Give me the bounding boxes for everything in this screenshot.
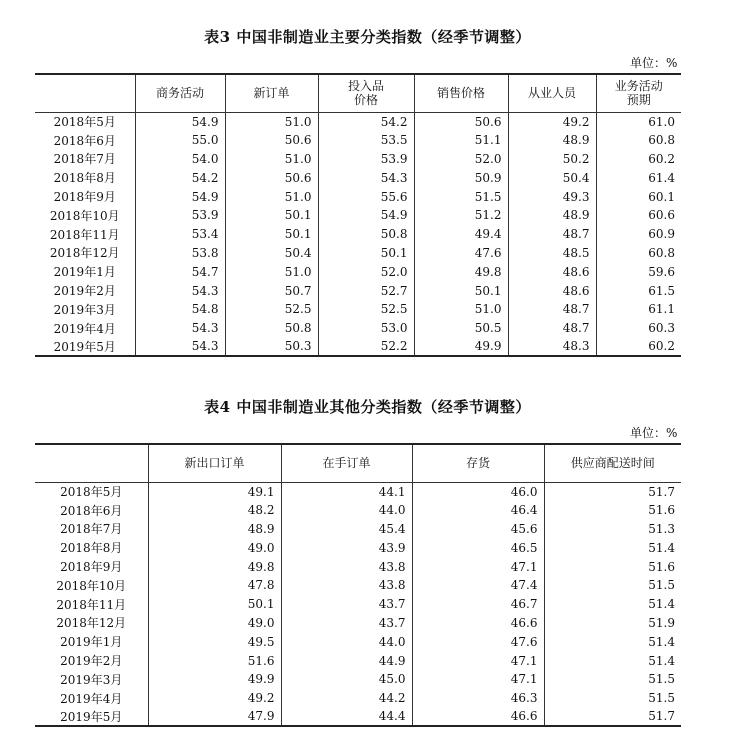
value-cell: 51.0 bbox=[225, 112, 318, 131]
value-cell: 45.0 bbox=[281, 670, 412, 689]
value-cell: 50.9 bbox=[414, 168, 508, 187]
value-cell: 46.0 bbox=[412, 482, 544, 501]
value-cell: 61.4 bbox=[596, 168, 681, 187]
table-row bbox=[35, 614, 681, 633]
table4 bbox=[35, 443, 681, 727]
value-cell: 53.9 bbox=[135, 206, 225, 225]
value-cell: 52.5 bbox=[225, 300, 318, 319]
value-cell: 54.9 bbox=[135, 112, 225, 131]
value-cell: 51.7 bbox=[544, 708, 681, 727]
value-cell: 54.9 bbox=[318, 206, 414, 225]
table-row bbox=[35, 538, 681, 557]
table3-header-cell: 销售价格 bbox=[414, 74, 508, 112]
value-cell: 50.1 bbox=[414, 281, 508, 300]
value-cell: 44.2 bbox=[281, 689, 412, 708]
value-cell: 49.8 bbox=[414, 262, 508, 281]
table-row bbox=[35, 482, 681, 501]
value-cell: 51.0 bbox=[225, 187, 318, 206]
value-cell: 54.3 bbox=[135, 319, 225, 338]
value-cell: 47.1 bbox=[412, 670, 544, 689]
value-cell: 47.1 bbox=[412, 651, 544, 670]
value-cell: 46.3 bbox=[412, 689, 544, 708]
value-cell: 47.6 bbox=[412, 632, 544, 651]
value-cell: 44.0 bbox=[281, 632, 412, 651]
value-cell: 48.6 bbox=[508, 281, 596, 300]
table3-title: 表3 中国非制造业主要分类指数（经季节调整） bbox=[204, 28, 531, 46]
table-row bbox=[35, 651, 681, 670]
table3-header-cell: 从业人员 bbox=[508, 74, 596, 112]
value-cell: 48.9 bbox=[508, 206, 596, 225]
value-cell: 47.4 bbox=[412, 576, 544, 595]
value-cell: 54.9 bbox=[135, 187, 225, 206]
value-cell: 51.5 bbox=[544, 670, 681, 689]
value-cell: 51.7 bbox=[544, 482, 681, 501]
value-cell: 54.7 bbox=[135, 262, 225, 281]
value-cell: 60.3 bbox=[596, 319, 681, 338]
value-cell: 49.8 bbox=[148, 557, 281, 576]
table3-header-cell: 投入品 价格 bbox=[318, 74, 414, 112]
value-cell: 49.0 bbox=[148, 614, 281, 633]
value-cell: 51.6 bbox=[148, 651, 281, 670]
value-cell: 51.2 bbox=[414, 206, 508, 225]
table4-title: 表4 中国非制造业其他分类指数（经季节调整） bbox=[204, 398, 531, 416]
value-cell: 48.9 bbox=[148, 520, 281, 539]
value-cell: 52.7 bbox=[318, 281, 414, 300]
table-row bbox=[35, 595, 681, 614]
value-cell: 43.7 bbox=[281, 614, 412, 633]
value-cell: 51.5 bbox=[544, 576, 681, 595]
value-cell: 47.1 bbox=[412, 557, 544, 576]
table3-header-row bbox=[35, 74, 681, 112]
value-cell: 53.8 bbox=[135, 244, 225, 263]
month-cell: 2018年12月 bbox=[56, 616, 127, 631]
table-row bbox=[35, 689, 681, 708]
value-cell: 44.9 bbox=[281, 651, 412, 670]
value-cell: 49.5 bbox=[148, 632, 281, 651]
month-cell: 2018年7月 bbox=[60, 522, 123, 537]
value-cell: 49.9 bbox=[148, 670, 281, 689]
value-cell: 44.1 bbox=[281, 482, 412, 501]
value-cell: 43.8 bbox=[281, 557, 412, 576]
value-cell: 51.3 bbox=[544, 520, 681, 539]
value-cell: 45.6 bbox=[412, 520, 544, 539]
value-cell: 52.2 bbox=[318, 338, 414, 357]
month-cell: 2018年11月 bbox=[56, 597, 127, 612]
value-cell: 51.6 bbox=[544, 501, 681, 520]
value-cell: 51.4 bbox=[544, 651, 681, 670]
value-cell: 50.8 bbox=[318, 225, 414, 244]
table-row bbox=[35, 131, 681, 150]
table4-header-cell bbox=[35, 444, 148, 482]
month-cell: 2018年8月 bbox=[53, 171, 116, 186]
value-cell: 46.5 bbox=[412, 538, 544, 557]
month-cell: 2018年8月 bbox=[60, 541, 123, 556]
table4-header-cell: 供应商配送时间 bbox=[544, 444, 681, 482]
value-cell: 51.5 bbox=[414, 187, 508, 206]
value-cell: 50.8 bbox=[225, 319, 318, 338]
value-cell: 50.6 bbox=[225, 131, 318, 150]
month-cell: 2019年2月 bbox=[60, 654, 123, 669]
value-cell: 51.4 bbox=[544, 632, 681, 651]
value-cell: 52.0 bbox=[318, 262, 414, 281]
value-cell: 54.3 bbox=[135, 338, 225, 357]
value-cell: 60.8 bbox=[596, 244, 681, 263]
value-cell: 55.0 bbox=[135, 131, 225, 150]
table-row bbox=[35, 708, 681, 727]
table4-header-cell: 在手订单 bbox=[281, 444, 412, 482]
month-cell: 2019年4月 bbox=[53, 321, 116, 336]
month-cell: 2019年3月 bbox=[60, 672, 123, 687]
month-cell: 2019年1月 bbox=[53, 265, 116, 280]
value-cell: 53.4 bbox=[135, 225, 225, 244]
value-cell: 43.9 bbox=[281, 538, 412, 557]
value-cell: 52.5 bbox=[318, 300, 414, 319]
value-cell: 50.3 bbox=[225, 338, 318, 357]
value-cell: 43.8 bbox=[281, 576, 412, 595]
value-cell: 60.8 bbox=[596, 131, 681, 150]
value-cell: 60.6 bbox=[596, 206, 681, 225]
value-cell: 46.7 bbox=[412, 595, 544, 614]
month-cell: 2018年6月 bbox=[60, 503, 123, 518]
value-cell: 59.6 bbox=[596, 262, 681, 281]
value-cell: 51.5 bbox=[544, 689, 681, 708]
value-cell: 49.2 bbox=[148, 689, 281, 708]
month-cell: 2018年5月 bbox=[60, 485, 123, 500]
table3-header-cell: 业务活动 预期 bbox=[596, 74, 681, 112]
value-cell: 50.4 bbox=[508, 168, 596, 187]
value-cell: 60.9 bbox=[596, 225, 681, 244]
value-cell: 54.2 bbox=[135, 168, 225, 187]
value-cell: 53.9 bbox=[318, 150, 414, 169]
table-row bbox=[35, 338, 681, 357]
value-cell: 48.2 bbox=[148, 501, 281, 520]
month-cell: 2019年4月 bbox=[60, 691, 123, 706]
table-row bbox=[35, 501, 681, 520]
value-cell: 48.3 bbox=[508, 338, 596, 357]
value-cell: 48.7 bbox=[508, 300, 596, 319]
value-cell: 61.1 bbox=[596, 300, 681, 319]
value-cell: 50.5 bbox=[414, 319, 508, 338]
table-row bbox=[35, 576, 681, 595]
value-cell: 50.6 bbox=[414, 112, 508, 131]
value-cell: 47.8 bbox=[148, 576, 281, 595]
month-cell: 2018年9月 bbox=[53, 190, 116, 205]
value-cell: 51.9 bbox=[544, 614, 681, 633]
value-cell: 51.0 bbox=[225, 150, 318, 169]
value-cell: 46.6 bbox=[412, 614, 544, 633]
table-row bbox=[35, 150, 681, 169]
value-cell: 54.3 bbox=[318, 168, 414, 187]
table-row bbox=[35, 112, 681, 131]
value-cell: 49.1 bbox=[148, 482, 281, 501]
value-cell: 61.0 bbox=[596, 112, 681, 131]
month-cell: 2019年5月 bbox=[60, 709, 123, 724]
value-cell: 50.2 bbox=[508, 150, 596, 169]
value-cell: 60.2 bbox=[596, 338, 681, 357]
value-cell: 51.4 bbox=[544, 595, 681, 614]
value-cell: 45.4 bbox=[281, 520, 412, 539]
value-cell: 47.6 bbox=[414, 244, 508, 263]
table-row bbox=[35, 557, 681, 576]
table4-unit: 单位：% bbox=[630, 426, 678, 440]
value-cell: 61.5 bbox=[596, 281, 681, 300]
table-row bbox=[35, 187, 681, 206]
value-cell: 50.1 bbox=[318, 244, 414, 263]
value-cell: 54.2 bbox=[318, 112, 414, 131]
value-cell: 50.6 bbox=[225, 168, 318, 187]
table3-body bbox=[35, 112, 681, 356]
value-cell: 49.4 bbox=[414, 225, 508, 244]
value-cell: 50.1 bbox=[225, 206, 318, 225]
value-cell: 49.0 bbox=[148, 538, 281, 557]
month-cell: 2018年9月 bbox=[60, 560, 123, 575]
value-cell: 52.0 bbox=[414, 150, 508, 169]
month-cell: 2018年11月 bbox=[49, 227, 120, 242]
month-cell: 2018年12月 bbox=[49, 246, 120, 261]
table4-body bbox=[35, 482, 681, 726]
table4-header-cell: 存货 bbox=[412, 444, 544, 482]
value-cell: 44.4 bbox=[281, 708, 412, 727]
value-cell: 49.9 bbox=[414, 338, 508, 357]
table3-unit: 单位：% bbox=[630, 56, 678, 70]
value-cell: 48.6 bbox=[508, 262, 596, 281]
table-row bbox=[35, 281, 681, 300]
month-cell: 2019年5月 bbox=[53, 339, 116, 354]
value-cell: 60.1 bbox=[596, 187, 681, 206]
value-cell: 54.8 bbox=[135, 300, 225, 319]
table3-header-cell: 新订单 bbox=[225, 74, 318, 112]
table3-header-cell: 商务活动 bbox=[135, 74, 225, 112]
table3-header-cell bbox=[35, 74, 135, 112]
table3 bbox=[35, 73, 681, 357]
table-row bbox=[35, 262, 681, 281]
value-cell: 51.0 bbox=[414, 300, 508, 319]
value-cell: 51.0 bbox=[225, 262, 318, 281]
table-row bbox=[35, 225, 681, 244]
month-cell: 2018年7月 bbox=[53, 152, 116, 167]
month-cell: 2018年10月 bbox=[56, 578, 127, 593]
month-cell: 2019年3月 bbox=[53, 302, 116, 317]
month-cell: 2018年6月 bbox=[53, 133, 116, 148]
table-row bbox=[35, 670, 681, 689]
value-cell: 51.4 bbox=[544, 538, 681, 557]
table4-header-cell: 新出口订单 bbox=[148, 444, 281, 482]
table-row bbox=[35, 520, 681, 539]
month-cell: 2019年1月 bbox=[60, 635, 123, 650]
month-cell: 2019年2月 bbox=[53, 284, 116, 299]
value-cell: 54.3 bbox=[135, 281, 225, 300]
value-cell: 48.7 bbox=[508, 225, 596, 244]
table-row bbox=[35, 206, 681, 225]
month-cell: 2018年5月 bbox=[53, 115, 116, 130]
value-cell: 50.1 bbox=[225, 225, 318, 244]
value-cell: 43.7 bbox=[281, 595, 412, 614]
value-cell: 48.9 bbox=[508, 131, 596, 150]
value-cell: 53.5 bbox=[318, 131, 414, 150]
value-cell: 51.6 bbox=[544, 557, 681, 576]
value-cell: 49.3 bbox=[508, 187, 596, 206]
value-cell: 51.1 bbox=[414, 131, 508, 150]
month-cell: 2018年10月 bbox=[49, 208, 120, 223]
table4-header-row bbox=[35, 444, 681, 482]
value-cell: 54.0 bbox=[135, 150, 225, 169]
value-cell: 48.5 bbox=[508, 244, 596, 263]
value-cell: 50.7 bbox=[225, 281, 318, 300]
value-cell: 50.4 bbox=[225, 244, 318, 263]
table-row bbox=[35, 632, 681, 651]
value-cell: 46.4 bbox=[412, 501, 544, 520]
table-row bbox=[35, 319, 681, 338]
table-row bbox=[35, 168, 681, 187]
value-cell: 55.6 bbox=[318, 187, 414, 206]
value-cell: 60.2 bbox=[596, 150, 681, 169]
value-cell: 48.7 bbox=[508, 319, 596, 338]
value-cell: 44.0 bbox=[281, 501, 412, 520]
table-row bbox=[35, 244, 681, 263]
value-cell: 49.2 bbox=[508, 112, 596, 131]
value-cell: 50.1 bbox=[148, 595, 281, 614]
value-cell: 53.0 bbox=[318, 319, 414, 338]
value-cell: 46.6 bbox=[412, 708, 544, 727]
value-cell: 47.9 bbox=[148, 708, 281, 727]
table-row bbox=[35, 300, 681, 319]
